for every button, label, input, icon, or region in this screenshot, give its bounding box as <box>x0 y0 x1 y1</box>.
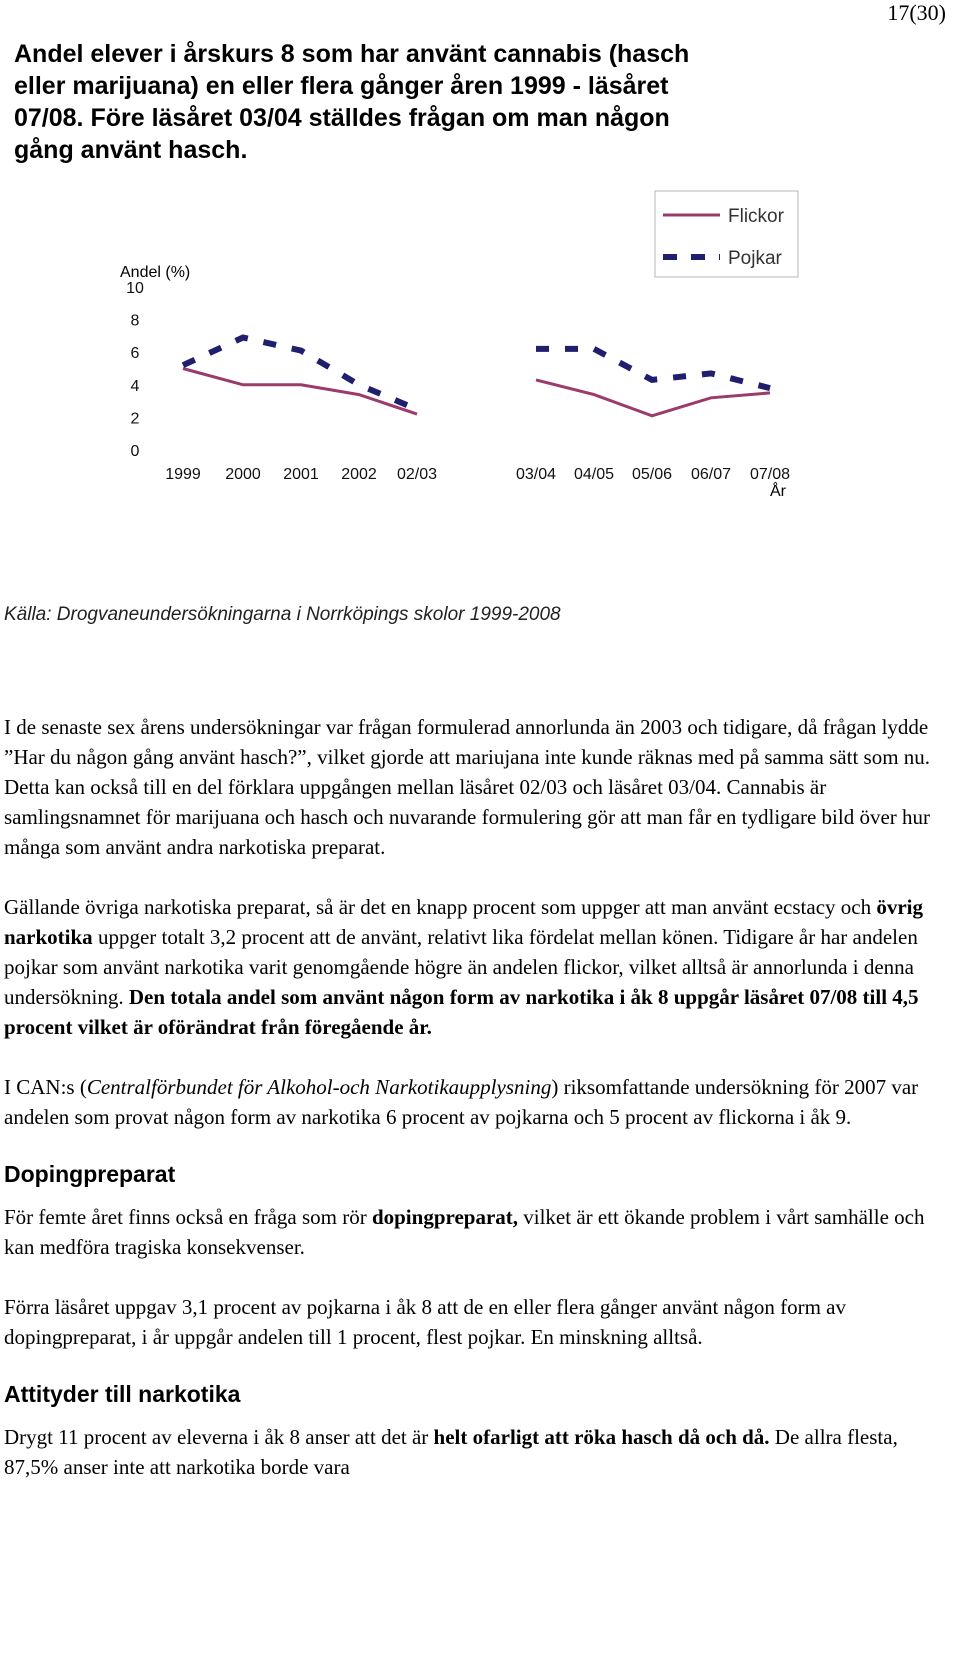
text: Gällande övriga narkotiska preparat, så är det en knapp procent som uppger att man använt ecstacy och <box>4 895 877 919</box>
y-tick-label: 0 <box>130 443 140 460</box>
text: vilket är ett ökande problem i vårt samhälle och kan medföra tragiska konsekvenser. <box>4 1205 925 1259</box>
paragraph-can-survey <box>4 1072 954 1132</box>
heading-attitudes: Attityder till narkotika <box>4 1381 241 1407</box>
chart-legend <box>655 191 798 277</box>
series-line-pojkar <box>536 349 770 388</box>
page-number: 17(30) <box>887 0 946 25</box>
italic-can-name: Centralförbundet för Alkohol-och Narkotikaupplysning <box>86 1075 552 1099</box>
x-tick-label: 2000 <box>225 466 261 483</box>
chart-title: Andel elever i årskurs 8 som har använt cannabis (hasch eller marijuana) en eller flera gånger åren 1999 - läsåret 07/08. Före läsåret 03/04 ställdes frågan om man någon gång använt hasch. <box>14 40 690 164</box>
x-tick-label: 03/04 <box>515 466 557 483</box>
y-tick-label: 2 <box>130 410 140 428</box>
cannabis-line-chart <box>0 190 960 520</box>
x-tick-label: 2002 <box>341 466 377 483</box>
bold-total-drugs: Den totala andel som använt någon form av narkotika i åk 8 uppgår läsåret 07/08 till 4,5 procent vilket är oförändrat från föregående år. <box>4 985 919 1039</box>
paragraph-doping-intro <box>4 1202 954 1262</box>
y-tick-label: 4 <box>130 377 140 395</box>
text: I CAN:s ( <box>4 1075 87 1099</box>
chart-source: Källa: Drogvaneundersökningarna i Norrköpings skolor 1999-2008 <box>4 604 561 625</box>
text: Drygt 11 procent av eleverna i åk 8 anser att det är <box>4 1425 434 1449</box>
series-line-flickor <box>536 380 770 416</box>
x-tick-label: 02/03 <box>396 466 438 483</box>
y-axis-label: Andel (%) <box>120 264 191 281</box>
legend-label-flickor: Flickor <box>728 206 784 227</box>
x-tick-label: 04/05 <box>573 466 615 483</box>
text: ) riksomfattande undersökning för 2007 var andelen som provat någon form av narkotika 6 procent av pojkarna och 5 procent av flickorna i åk 9. <box>4 1075 919 1129</box>
heading-doping: Dopingpreparat <box>4 1161 176 1187</box>
legend-label-pojkar: Pojkar <box>728 248 782 269</box>
x-axis-label: År <box>770 483 786 500</box>
y-tick-label: 6 <box>130 345 140 363</box>
x-tick-label: 05/06 <box>631 466 673 483</box>
x-tick-label: 06/07 <box>690 466 732 483</box>
text: De allra flesta, 87,5% anser inte att narkotika borde vara <box>4 1425 898 1479</box>
bold-hash-harmless: helt ofarligt att röka hasch då och då. <box>433 1425 770 1449</box>
x-tick-label: 1999 <box>165 466 201 483</box>
paragraph-attitudes <box>4 1422 954 1482</box>
series-line-flickor <box>183 369 417 415</box>
x-tick-label: 2001 <box>283 466 319 483</box>
series-line-pojkar <box>183 338 417 410</box>
x-tick-label: 07/08 <box>749 466 791 483</box>
y-tick-label: 8 <box>130 312 140 330</box>
text: För femte året finns också en fråga som rör <box>4 1205 372 1229</box>
body-text <box>4 712 954 1512</box>
paragraph-doping-result: Förra läsåret uppgav 3,1 procent av pojkarna i åk 8 att de en eller flera gånger använt någon form av dopingpreparat, i år uppgår andelen till 1 procent, flest pojkar. En minskning alltså. <box>4 1295 846 1349</box>
bold-term-other-drugs: övrig narkotika <box>4 895 923 949</box>
y-tick-label: 10 <box>126 280 144 297</box>
paragraph-question-change: I de senaste sex årens undersökningar var frågan formulerad annorlunda än 2003 och tidigare, då frågan lydde ”Har du någon gång använt hasch?”, vilket gjorde att mariujana inte kunde räknas med på samma sätt som nu. Detta kan också till en del förklara uppgången mellan läsåret 02/03 och läsåret 03/04. Cannabis är samlingsnamnet för marijuana och hasch och nuvarande formulering gör att man får en tydligare bild över hur många som använt andra narkotiska preparat. <box>4 715 931 859</box>
bold-doping: dopingpreparat, <box>371 1205 519 1229</box>
paragraph-other-drugs <box>4 892 954 1042</box>
text: uppger totalt 3,2 procent att de använt, relativt lika fördelat mellan könen. Tidigare år har andelen pojkar som använt narkotika varit genomgående högre än andelen flickor, vilket alltså är annorlunda i denna undersökning. <box>4 925 918 1009</box>
